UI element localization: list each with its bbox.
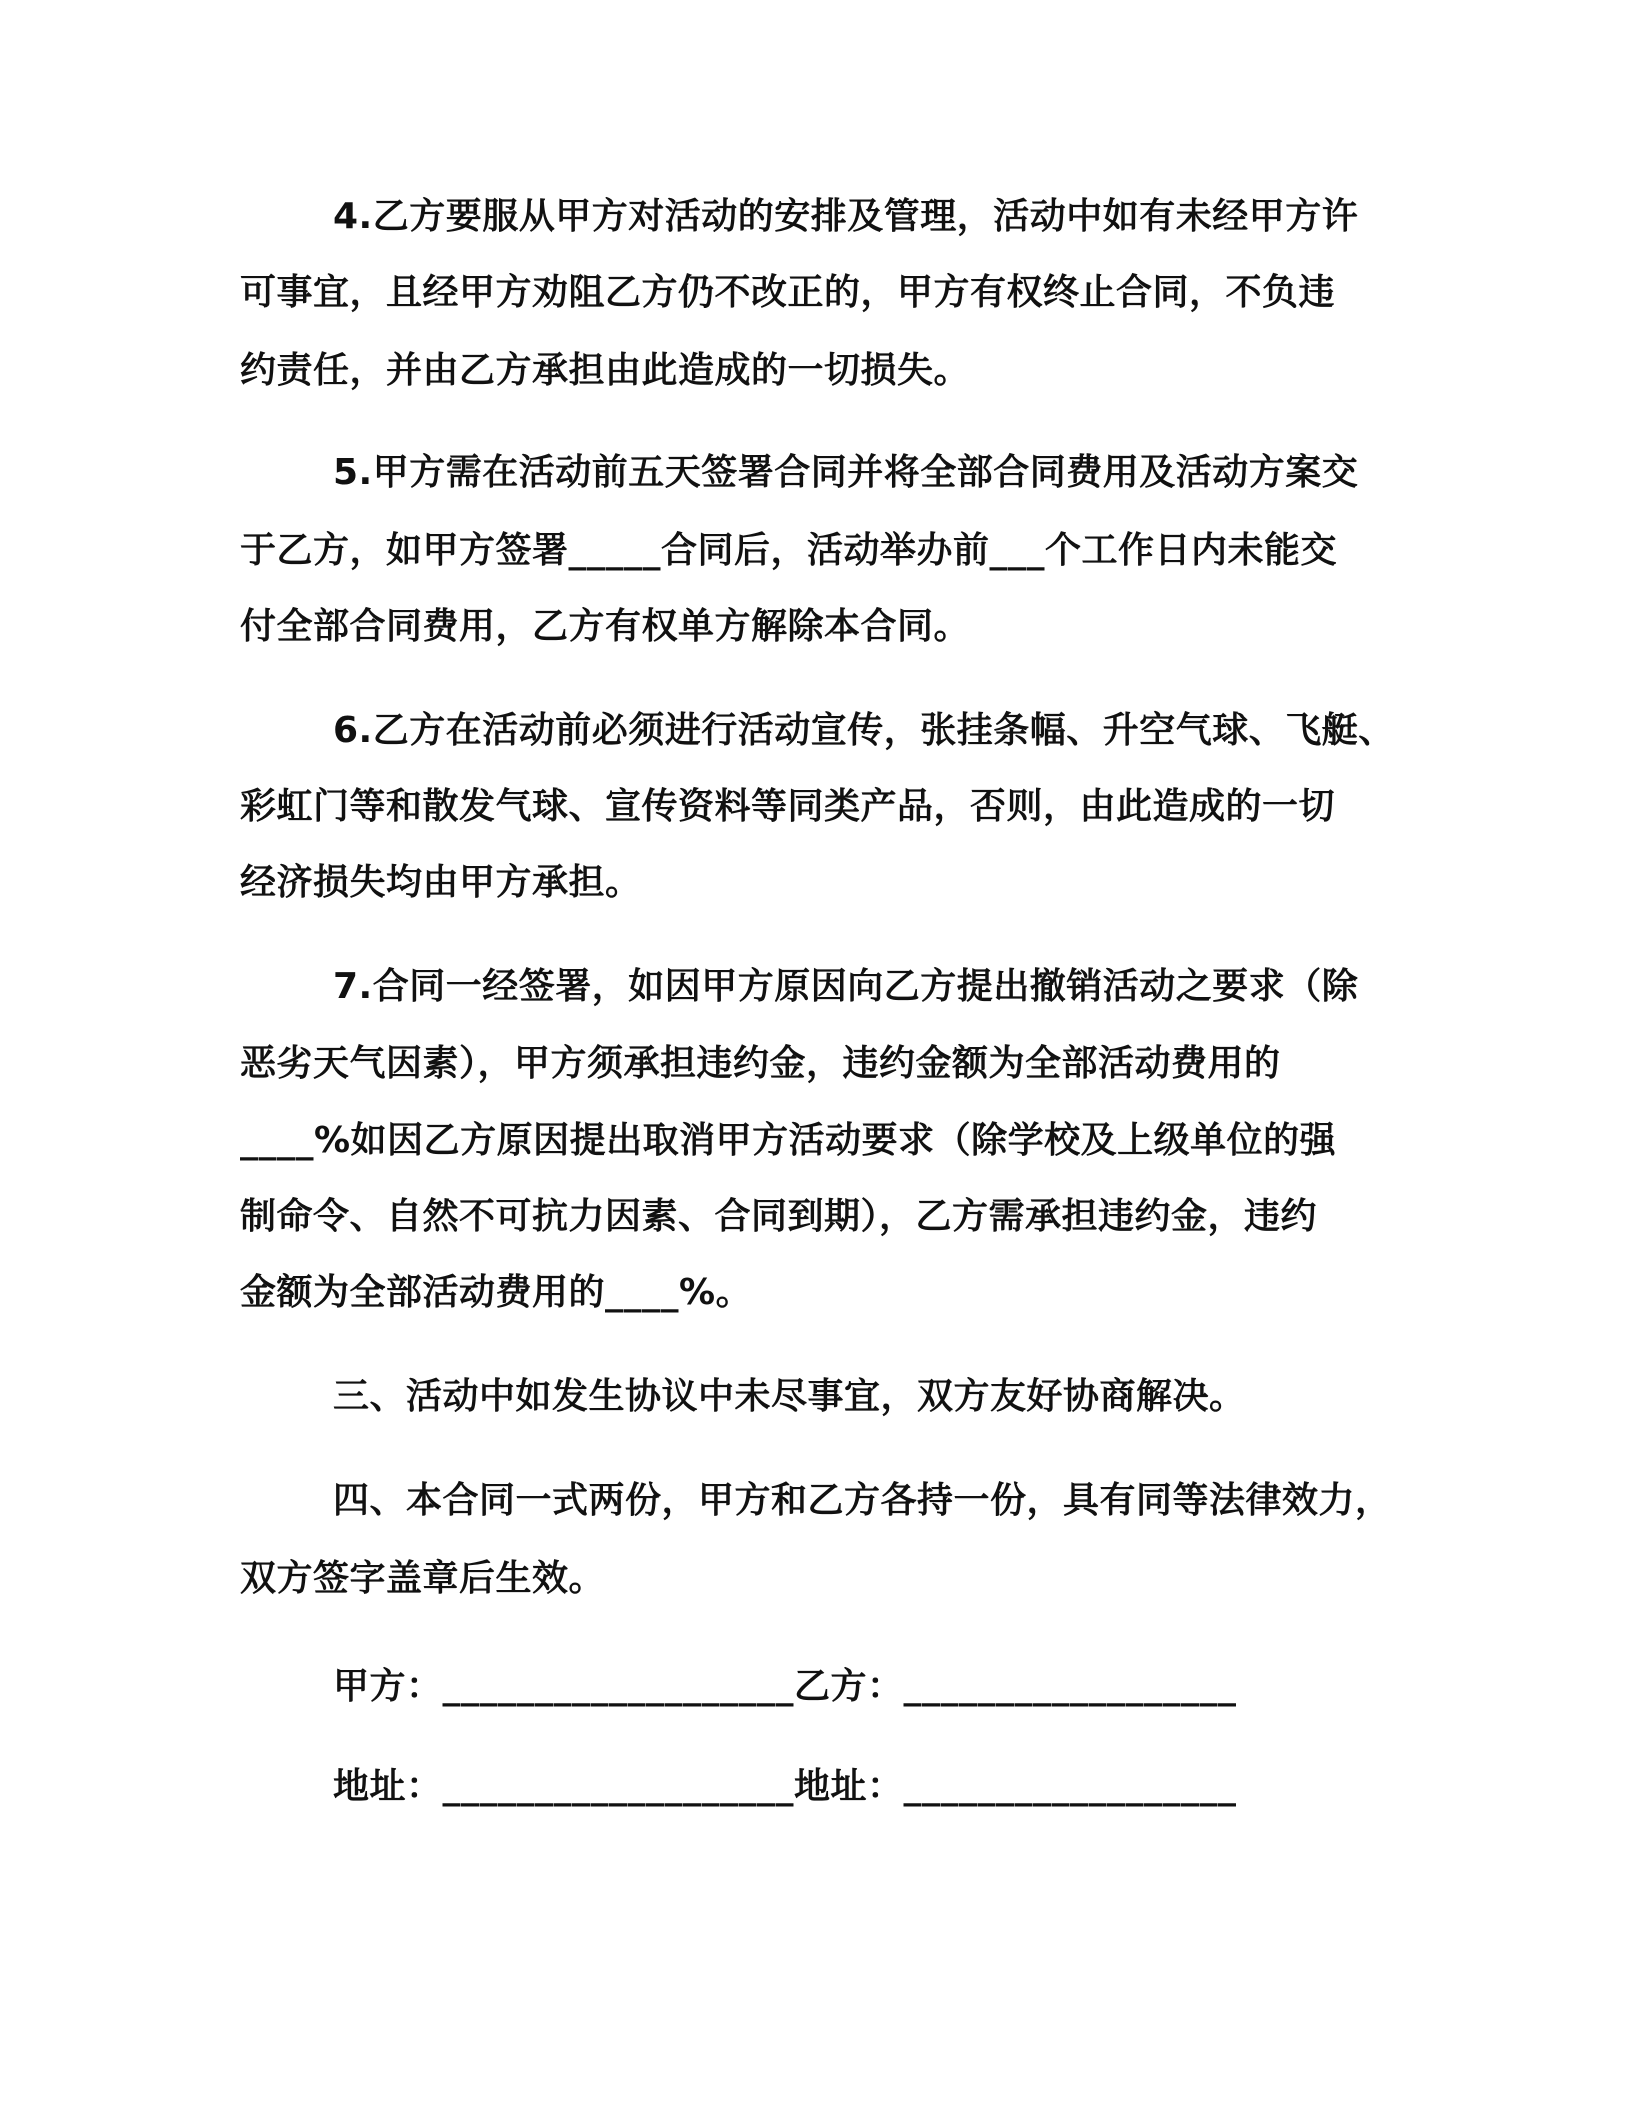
text-line: 6.乙方在活动前必须进行活动宣传，张挂条幅、升空气球、飞艇、	[333, 710, 1395, 751]
text-line: 金额为全部活动费用的____%。	[240, 1272, 753, 1313]
text-line: 恶劣天气因素），甲方须承担违约金，违约金额为全部活动费用的	[240, 1043, 1281, 1084]
text-line: 4.乙方要服从甲方对活动的安排及管理，活动中如有未经甲方许	[333, 196, 1359, 237]
text-line: 四、本合同一式两份，甲方和乙方各持一份，具有同等法律效力，	[333, 1480, 1392, 1521]
text-line: 于乙方，如甲方签署_____合同后，活动举办前___个工作日内未能交	[240, 530, 1338, 571]
text-line: 双方签字盖章后生效。	[240, 1558, 606, 1599]
text-line: 约责任，并由乙方承担由此造成的一切损失。	[240, 350, 971, 391]
text-line: 可事宜，且经甲方劝阻乙方仍不改正的，甲方有权终止合同，不负违	[240, 272, 1336, 313]
text-line: 经济损失均由甲方承担。	[240, 862, 642, 903]
text-line: 5.甲方需在活动前五天签署合同并将全部合同费用及活动方案交	[333, 452, 1359, 493]
text-line: 付全部合同费用，乙方有权单方解除本合同。	[240, 606, 971, 647]
party-signature-line: 甲方：___________________乙方：__________________	[333, 1666, 1237, 1707]
address-line: 地址：___________________地址：__________________	[333, 1766, 1237, 1807]
text-line: 彩虹门等和散发气球、宣传资料等同类产品，否则，由此造成的一切	[240, 786, 1336, 827]
text-line: 三、活动中如发生协议中未尽事宜，双方友好协商解决。	[333, 1376, 1246, 1417]
text-line: ____%如因乙方原因提出取消甲方活动要求（除学校及上级单位的强	[240, 1120, 1337, 1161]
text-line: 7.合同一经签署，如因甲方原因向乙方提出撤销活动之要求（除	[333, 966, 1359, 1007]
text-line: 制命令、自然不可抗力因素、合同到期），乙方需承担违约金，违约	[240, 1196, 1318, 1237]
